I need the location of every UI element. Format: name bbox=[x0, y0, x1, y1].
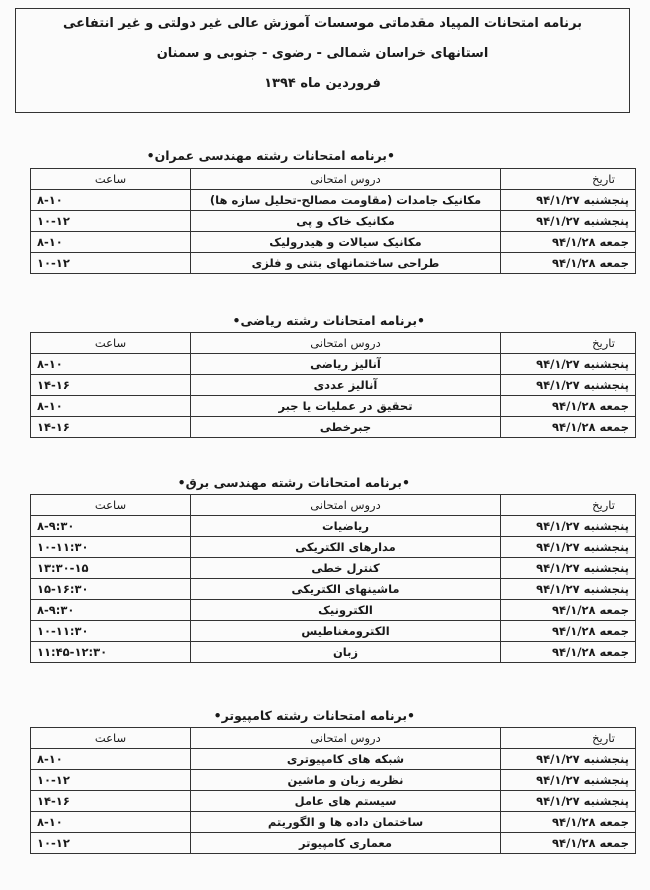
exam-time: ۱۰-۱۲ bbox=[31, 211, 191, 232]
table-row bbox=[31, 621, 636, 642]
exam-time: ۸-۱۰ bbox=[31, 396, 191, 417]
course-name: تحقیق در عملیات یا جبر bbox=[191, 396, 501, 417]
section-title: •برنامه امتحانات رشته مهندسی عمران• bbox=[146, 148, 395, 163]
course-name: ساختمان داده ها و الگوریتم bbox=[191, 812, 501, 833]
exam-date: پنجشنبه ۹۴/۱/۲۷ bbox=[501, 211, 636, 232]
table-row bbox=[31, 770, 636, 791]
table-row bbox=[31, 211, 636, 232]
schedule-table bbox=[30, 168, 636, 274]
exam-time: ۸-۱۰ bbox=[31, 190, 191, 211]
column-header-time: ساعت bbox=[31, 728, 191, 749]
column-header-date: تاریخ bbox=[501, 169, 636, 190]
exam-date: پنجشنبه ۹۴/۱/۲۷ bbox=[501, 558, 636, 579]
exam-date: پنجشنبه ۹۴/۱/۲۷ bbox=[501, 190, 636, 211]
exam-date: پنجشنبه ۹۴/۱/۲۷ bbox=[501, 770, 636, 791]
header-provinces: استانهای خراسان شمالی - رضوی - جنوبی و سمنان bbox=[156, 46, 489, 61]
course-name: مدارهای الکتریکی bbox=[191, 537, 501, 558]
table-row bbox=[31, 579, 636, 600]
exam-time: ۱۴-۱۶ bbox=[31, 417, 191, 438]
table-row bbox=[31, 232, 636, 253]
table-row bbox=[31, 791, 636, 812]
exam-date: جمعه ۹۴/۱/۲۸ bbox=[501, 396, 636, 417]
schedule-table bbox=[30, 332, 636, 438]
course-name: ریاضیات bbox=[191, 516, 501, 537]
exam-date: پنجشنبه ۹۴/۱/۲۷ bbox=[501, 354, 636, 375]
table-row bbox=[31, 749, 636, 770]
column-header-course: دروس امتحانی bbox=[191, 495, 501, 516]
column-header-time: ساعت bbox=[31, 169, 191, 190]
exam-date: پنجشنبه ۹۴/۱/۲۷ bbox=[501, 749, 636, 770]
exam-date: جمعه ۹۴/۱/۲۸ bbox=[501, 253, 636, 274]
course-name: معماری کامپیوتر bbox=[191, 833, 501, 854]
table-row bbox=[31, 396, 636, 417]
exam-time: ۱۴-۱۶ bbox=[31, 375, 191, 396]
exam-time: ۱۰-۱۱:۳۰ bbox=[31, 621, 191, 642]
column-header-course: دروس امتحانی bbox=[191, 728, 501, 749]
exam-time: ۱۰-۱۲ bbox=[31, 833, 191, 854]
exam-date: جمعه ۹۴/۱/۲۸ bbox=[501, 621, 636, 642]
table-row bbox=[31, 375, 636, 396]
table-row bbox=[31, 812, 636, 833]
course-name: طراحی ساختمانهای بتنی و فلزی bbox=[191, 253, 501, 274]
exam-time: ۱۰-۱۲ bbox=[31, 253, 191, 274]
section-title: •برنامه امتحانات رشته ریاضی• bbox=[232, 313, 425, 328]
exam-time: ۱۰-۱۱:۳۰ bbox=[31, 537, 191, 558]
exam-date: جمعه ۹۴/۱/۲۸ bbox=[501, 600, 636, 621]
exam-time: ۸-۱۰ bbox=[31, 812, 191, 833]
table-row bbox=[31, 833, 636, 854]
exam-time: ۸-۱۰ bbox=[31, 749, 191, 770]
document-header bbox=[15, 8, 630, 113]
exam-time: ۸-۹:۳۰ bbox=[31, 600, 191, 621]
table-header-row bbox=[31, 495, 636, 516]
table-row bbox=[31, 253, 636, 274]
table-header-row bbox=[31, 333, 636, 354]
course-name: زبان bbox=[191, 642, 501, 663]
schedule-table bbox=[30, 727, 636, 854]
section-title: •برنامه امتحانات رشته مهندسی برق• bbox=[177, 475, 410, 490]
course-name: آنالیز عددی bbox=[191, 375, 501, 396]
course-name: شبکه های کامپیوتری bbox=[191, 749, 501, 770]
course-name: آنالیز ریاضی bbox=[191, 354, 501, 375]
course-name: جبرخطی bbox=[191, 417, 501, 438]
exam-time: ۱۱:۴۵-۱۲:۳۰ bbox=[31, 642, 191, 663]
course-name: الکترومغناطیس bbox=[191, 621, 501, 642]
column-header-course: دروس امتحانی bbox=[191, 169, 501, 190]
section-title: •برنامه امتحانات رشته کامپیوتر• bbox=[213, 708, 415, 723]
table-row bbox=[31, 190, 636, 211]
column-header-course: دروس امتحانی bbox=[191, 333, 501, 354]
table-header-row bbox=[31, 728, 636, 749]
exam-time: ۱۳:۳۰-۱۵ bbox=[31, 558, 191, 579]
exam-date: جمعه ۹۴/۱/۲۸ bbox=[501, 812, 636, 833]
exam-date: پنجشنبه ۹۴/۱/۲۷ bbox=[501, 791, 636, 812]
exam-time: ۸-۱۰ bbox=[31, 354, 191, 375]
exam-date: پنجشنبه ۹۴/۱/۲۷ bbox=[501, 537, 636, 558]
exam-date: جمعه ۹۴/۱/۲۸ bbox=[501, 417, 636, 438]
table-row bbox=[31, 354, 636, 375]
exam-time: ۱۵-۱۶:۳۰ bbox=[31, 579, 191, 600]
exam-date: پنجشنبه ۹۴/۱/۲۷ bbox=[501, 516, 636, 537]
table-row bbox=[31, 417, 636, 438]
column-header-date: تاریخ bbox=[501, 333, 636, 354]
course-name: مکانیک خاک و پی bbox=[191, 211, 501, 232]
exam-time: ۱۴-۱۶ bbox=[31, 791, 191, 812]
table-row bbox=[31, 600, 636, 621]
course-name: نظریه زبان و ماشین bbox=[191, 770, 501, 791]
exam-time: ۸-۹:۳۰ bbox=[31, 516, 191, 537]
column-header-time: ساعت bbox=[31, 495, 191, 516]
course-name: سیستم های عامل bbox=[191, 791, 501, 812]
course-name: الکترونیک bbox=[191, 600, 501, 621]
course-name: مکانیک جامدات (مقاومت مصالح-تحلیل سازه ها) bbox=[191, 190, 501, 211]
exam-date: جمعه ۹۴/۱/۲۸ bbox=[501, 833, 636, 854]
column-header-date: تاریخ bbox=[501, 728, 636, 749]
column-header-date: تاریخ bbox=[501, 495, 636, 516]
exam-date: پنجشنبه ۹۴/۱/۲۷ bbox=[501, 375, 636, 396]
header-date: فروردین ماه ۱۳۹۴ bbox=[264, 76, 381, 91]
table-row bbox=[31, 642, 636, 663]
column-header-time: ساعت bbox=[31, 333, 191, 354]
exam-date: جمعه ۹۴/۱/۲۸ bbox=[501, 642, 636, 663]
table-header-row bbox=[31, 169, 636, 190]
exam-time: ۱۰-۱۲ bbox=[31, 770, 191, 791]
course-name: کنترل خطی bbox=[191, 558, 501, 579]
header-title: برنامه امتحانات المپیاد مقدماتی موسسات آموزش عالی غیر دولتی و غیر انتفاعی bbox=[62, 16, 583, 31]
exam-date: جمعه ۹۴/۱/۲۸ bbox=[501, 232, 636, 253]
exam-date: پنجشنبه ۹۴/۱/۲۷ bbox=[501, 579, 636, 600]
table-row bbox=[31, 516, 636, 537]
table-row bbox=[31, 537, 636, 558]
course-name: مکانیک سیالات و هیدرولیک bbox=[191, 232, 501, 253]
schedule-table bbox=[30, 494, 636, 663]
exam-time: ۸-۱۰ bbox=[31, 232, 191, 253]
table-row bbox=[31, 558, 636, 579]
course-name: ماشینهای الکتریکی bbox=[191, 579, 501, 600]
